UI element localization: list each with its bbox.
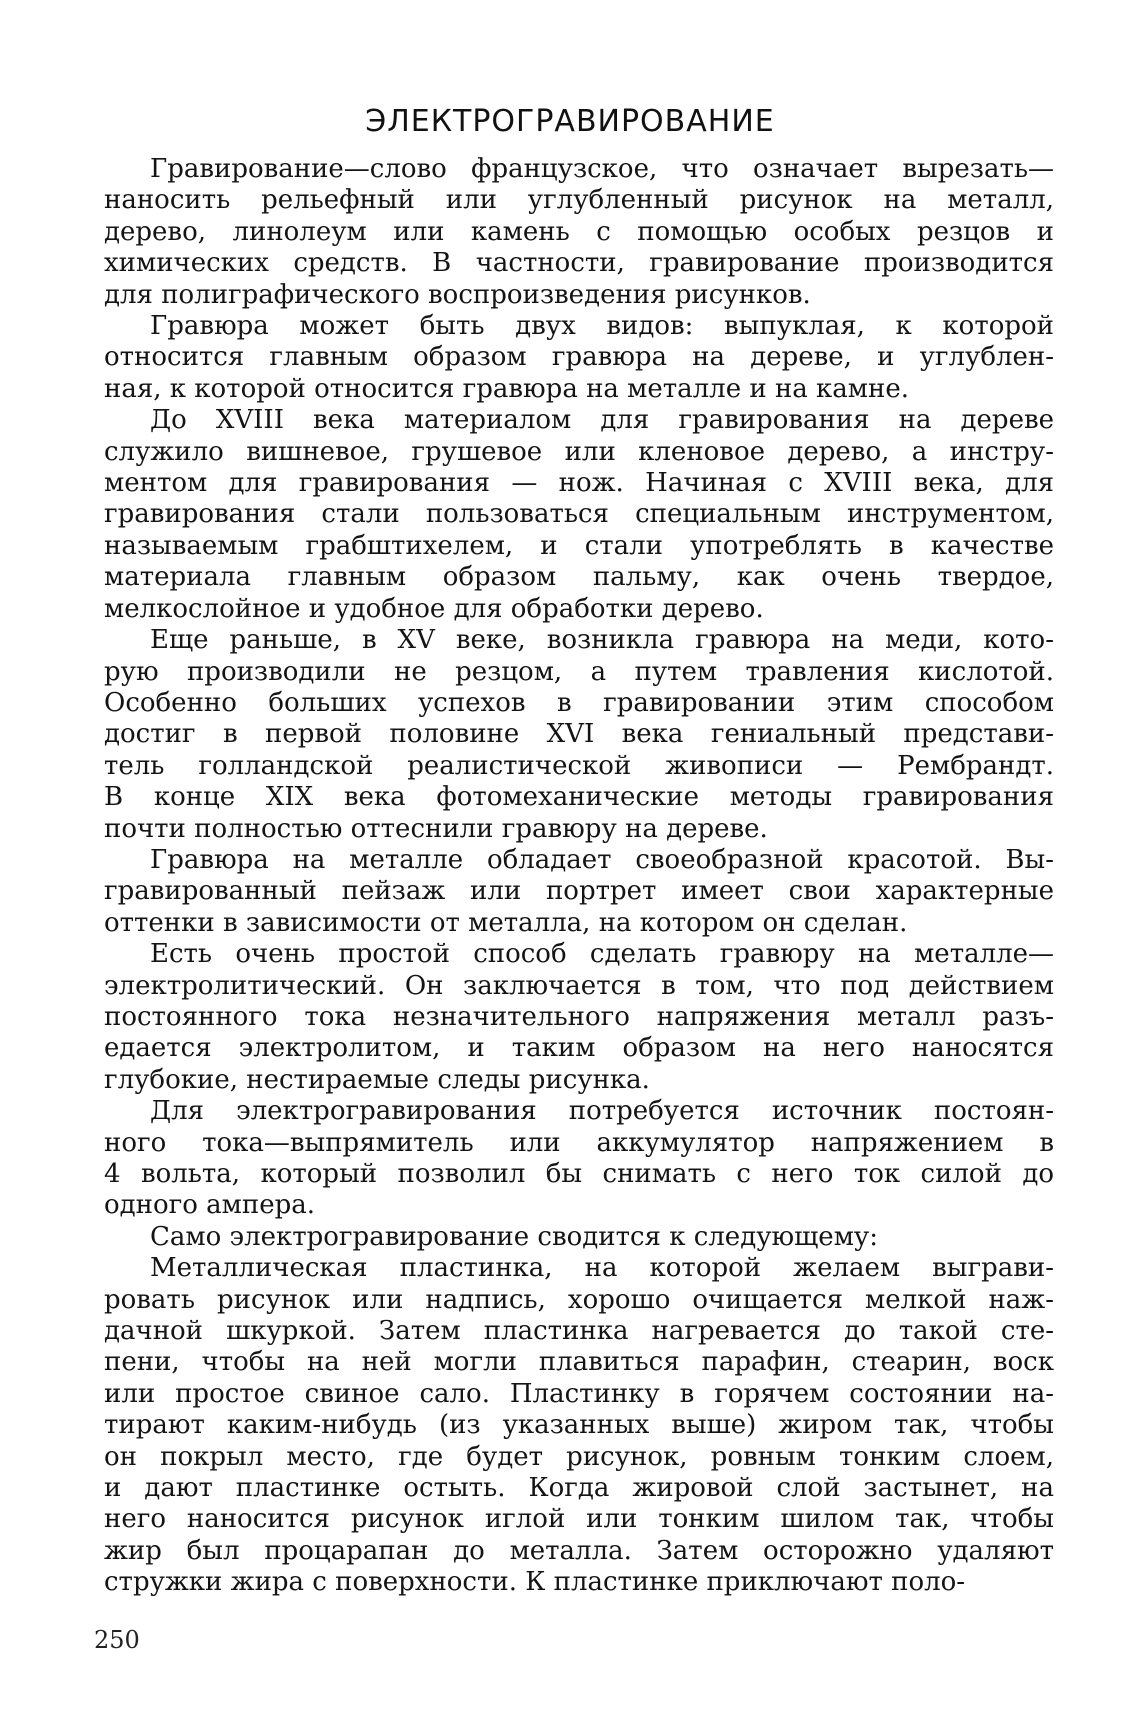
text-line: дачной шкуркой. Затем пластинка нагревается до такой сте-: [104, 1316, 1054, 1347]
page-number: 250: [94, 1626, 140, 1654]
paragraph: [104, 1253, 1054, 1598]
text-line: служило вишневое, грушевое или кленовое дерево, а инстру-: [104, 436, 1054, 467]
text-line: материала главным образом пальму, как очень твердое,: [104, 562, 1054, 593]
body-text: [104, 154, 1054, 1599]
text-line: Особенно больших успехов в гравировании этим способом: [104, 687, 1054, 718]
text-line: для полиграфического воспроизведения рисунков.: [104, 279, 811, 310]
paragraph: [104, 405, 1054, 625]
text-line: жир был процарапан до металла. Затем осторожно удаляют: [104, 1535, 1054, 1566]
paragraph: [104, 1222, 1054, 1253]
text-line: и дают пластинке остыть. Когда жировой слой застынет, на: [104, 1473, 1054, 1504]
text-line: почти полностью оттеснили гравюру на дереве.: [104, 813, 768, 844]
text-line: тирают каким-нибудь (из указанных выше) жиром так, чтобы: [104, 1410, 1054, 1441]
text-line: электролитический. Он заключается в том, что под действием: [104, 970, 1054, 1001]
text-line: едается электролитом, и таким образом на него наносятся: [104, 1033, 1054, 1064]
text-line: ного тока—выпрямитель или аккумулятор напряжением в: [104, 1127, 1054, 1158]
paragraph: [104, 939, 1054, 1096]
text-line: Еще раньше, в XV веке, возникла гравюра на меди, кото-: [150, 625, 1054, 656]
text-line: одного ампера.: [104, 1190, 316, 1221]
text-line: Само электрогравирование сводится к следующему:: [150, 1221, 878, 1252]
text-line: стружки жира с поверхности. К пластинке приключают поло-: [104, 1567, 966, 1598]
text-line: ная, к которой относится гравюра на металле и на камне.: [104, 373, 909, 404]
paragraph: [104, 154, 1054, 311]
text-line: гравированный пейзаж или портрет имеет свои характерные: [104, 876, 1054, 907]
text-line: Металлическая пластинка, на которой желаем выграви-: [150, 1253, 1054, 1284]
text-line: ментом для гравирования — нож. Начиная с XVIII века, для: [104, 468, 1054, 499]
text-line: оттенки в зависимости от металла, на котором он сделан.: [104, 907, 908, 938]
text-line: рую производили не резцом, а путем травления кислотой.: [104, 656, 1054, 687]
text-line: или простое свиное сало. Пластинку в горячем состоянии на-: [104, 1378, 1054, 1409]
paragraph: [104, 1096, 1054, 1222]
text-line: Гравирование—слово французское, что означает вырезать—: [150, 154, 1054, 184]
text-line: мелкослойное и удобное для обработки дерево.: [104, 593, 764, 624]
text-line: постоянного тока незначительного напряжения металл разъ-: [104, 1001, 1054, 1032]
text-line: он покрыл место, где будет рисунок, ровным тонким слоем,: [104, 1441, 1054, 1472]
text-line: Гравюра может быть двух видов: выпуклая, к которой: [150, 311, 1054, 342]
page-title: ЭЛЕКТРОГРАВИРОВАНИЕ: [365, 104, 775, 140]
text-line: ровать рисунок или надпись, хорошо очищается мелкой наж-: [104, 1284, 1054, 1315]
text-line: пени, чтобы на ней могли плавиться парафин, стеарин, воск: [104, 1347, 1054, 1378]
text-line: тель голландской реалистической живописи — Рембрандт.: [104, 750, 1054, 781]
text-line: Гравюра на металле обладает своеобразной красотой. Вы-: [150, 844, 1054, 875]
text-line: достиг в первой половине XVI века гениальный представи-: [104, 719, 1054, 750]
text-line: глубокие, нестираемые следы рисунка.: [104, 1064, 650, 1095]
text-line: 4 вольта, который позволил бы снимать с него ток силой до: [104, 1159, 1054, 1189]
text-line: Есть очень простой способ сделать гравюру на металле—: [150, 939, 1054, 970]
paragraph: [104, 311, 1054, 405]
text-line: В конце XIX века фотомеханические методы гравирования: [104, 782, 1054, 813]
text-line: наносить рельефный или углубленный рисунок на металл,: [104, 185, 1054, 216]
paragraph: [104, 625, 1054, 845]
text-line: дерево, линолеум или камень с помощью особых резцов и: [104, 216, 1054, 247]
text-line: называемым грабштихелем, и стали употреблять в качестве: [104, 530, 1054, 561]
paragraph: [104, 845, 1054, 939]
text-line: До XVIII века материалом для гравирования на дереве: [150, 405, 1054, 436]
text-line: химических средств. В частности, гравирование производится: [104, 248, 1054, 279]
text-line: гравирования стали пользоваться специальным инструментом,: [104, 499, 1054, 530]
text-line: него наносится рисунок иглой или тонким шилом так, чтобы: [104, 1504, 1054, 1535]
text-line: относится главным образом гравюра на дереве, и углублен-: [104, 342, 1054, 373]
text-line: Для электрогравирования потребуется источник постоян-: [150, 1096, 1054, 1127]
